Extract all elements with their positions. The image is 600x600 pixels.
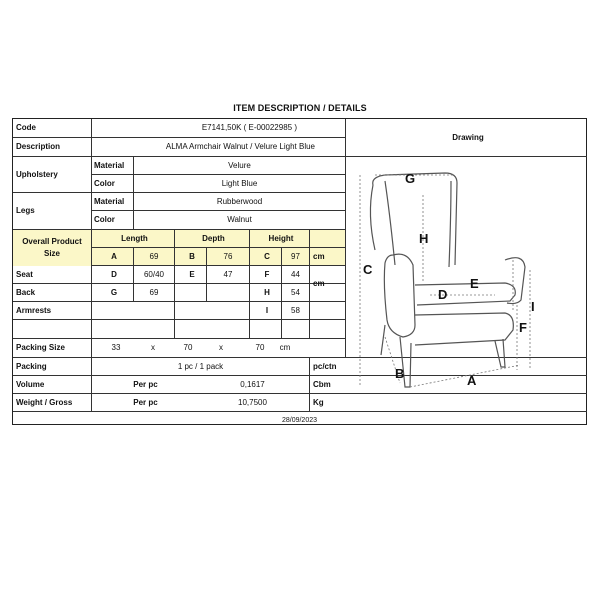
overall-unit: cm (310, 248, 345, 265)
upholstery-color-label: Color (94, 178, 115, 188)
dim-f-value: 44 (291, 269, 300, 279)
dim-d-letter: D (111, 269, 117, 279)
drawing-label: Drawing (452, 132, 484, 142)
dim-i-letter: I (265, 305, 269, 315)
code-label: Code (16, 123, 36, 132)
dim-b-value: 76 (207, 248, 249, 265)
back-label: Back (16, 287, 36, 297)
length-header: Length (92, 230, 174, 247)
volume-label: Volume (16, 379, 45, 389)
left-arm (384, 254, 415, 337)
legs-label: Legs (16, 206, 35, 215)
packing-unit: pc/ctn (313, 361, 337, 371)
dim-f-letter: F (264, 269, 270, 279)
packing-x-2: x (219, 343, 223, 352)
dim-d-value: 60/40 (143, 269, 165, 279)
document-date: 28/09/2023 (281, 417, 318, 424)
dim-a-letter: A (92, 248, 133, 265)
dim-h-letter: H (264, 287, 270, 297)
description-value: ALMA Armchair Walnut / Velure Light Blue (165, 142, 315, 151)
drawing-label-i: I (531, 299, 535, 314)
packing-size-unit: cm (279, 343, 291, 352)
chair-base (415, 313, 513, 345)
drawing-label-f: F (519, 320, 527, 335)
front-right-leg (495, 339, 505, 367)
drawing-label-g: G (405, 171, 416, 186)
weight-per: Per pc (133, 397, 158, 407)
drawing-label-c: C (363, 262, 373, 277)
description-label: Description (16, 142, 61, 151)
dim-g-value: 69 (149, 287, 159, 297)
volume-value: 0,1617 (240, 379, 265, 389)
armchair-drawing (345, 155, 570, 395)
dim-i-value: 58 (291, 305, 300, 315)
packing-size-label: Packing Size (16, 343, 65, 352)
packing-label: Packing (16, 361, 47, 371)
dim-g-letter: G (110, 287, 118, 297)
upholstery-label: Upholstery (16, 169, 58, 179)
sheet-heading: ITEM DESCRIPTION / DETAILS (233, 103, 367, 113)
packing-value: 1 pc / 1 pack (177, 361, 224, 371)
seat-back-unit: cm (313, 278, 325, 288)
overall-size-label: Overall Product Size (13, 230, 91, 266)
dim-a-value: 69 (134, 248, 174, 265)
packing-size-3: 70 (255, 343, 265, 352)
seat-cushion (415, 283, 515, 305)
drawing-label-e: E (470, 276, 479, 291)
weight-unit: Kg (313, 397, 324, 407)
volume-per: Per pc (133, 379, 158, 389)
drawing-label-d: D (438, 287, 448, 302)
packing-size-2: 70 (183, 343, 193, 352)
right-arm (505, 258, 525, 304)
legs-material-value: Rubberwood (216, 196, 263, 206)
header-blank (310, 230, 345, 247)
legs-color-label: Color (94, 215, 115, 224)
upholstery-material-label: Material (94, 160, 125, 170)
packing-size-1: 33 (111, 343, 121, 352)
legs-color-value: Walnut (227, 215, 252, 224)
volume-unit: Cbm (313, 379, 331, 389)
drawing-label-a: A (467, 373, 477, 388)
code-value: E7141,50K ( E-00022985 ) (201, 123, 297, 132)
dim-c-value: 97 (282, 248, 309, 265)
backrest-left (370, 185, 375, 250)
drawing-label-h: H (419, 231, 429, 246)
drawing-label-b: B (395, 366, 405, 381)
weight-label: Weight / Gross (16, 397, 73, 407)
armchair-drawing-svg (345, 155, 570, 395)
dim-c-letter: C (250, 248, 281, 265)
height-header: Height (250, 230, 309, 247)
armrests-label: Armrests (16, 305, 52, 315)
upholstery-color-value: Light Blue (221, 178, 258, 188)
packing-x-1: x (151, 343, 155, 352)
dim-e-value: 47 (223, 269, 233, 279)
weight-value: 10,7500 (238, 397, 267, 407)
dim-e-letter: E (189, 269, 195, 279)
dim-h-value: 54 (291, 287, 300, 297)
depth-header: Depth (175, 230, 249, 247)
dim-b-letter: B (175, 248, 206, 265)
seat-label: Seat (16, 269, 33, 279)
legs-material-label: Material (94, 196, 125, 206)
upholstery-material-value: Velure (228, 160, 251, 170)
